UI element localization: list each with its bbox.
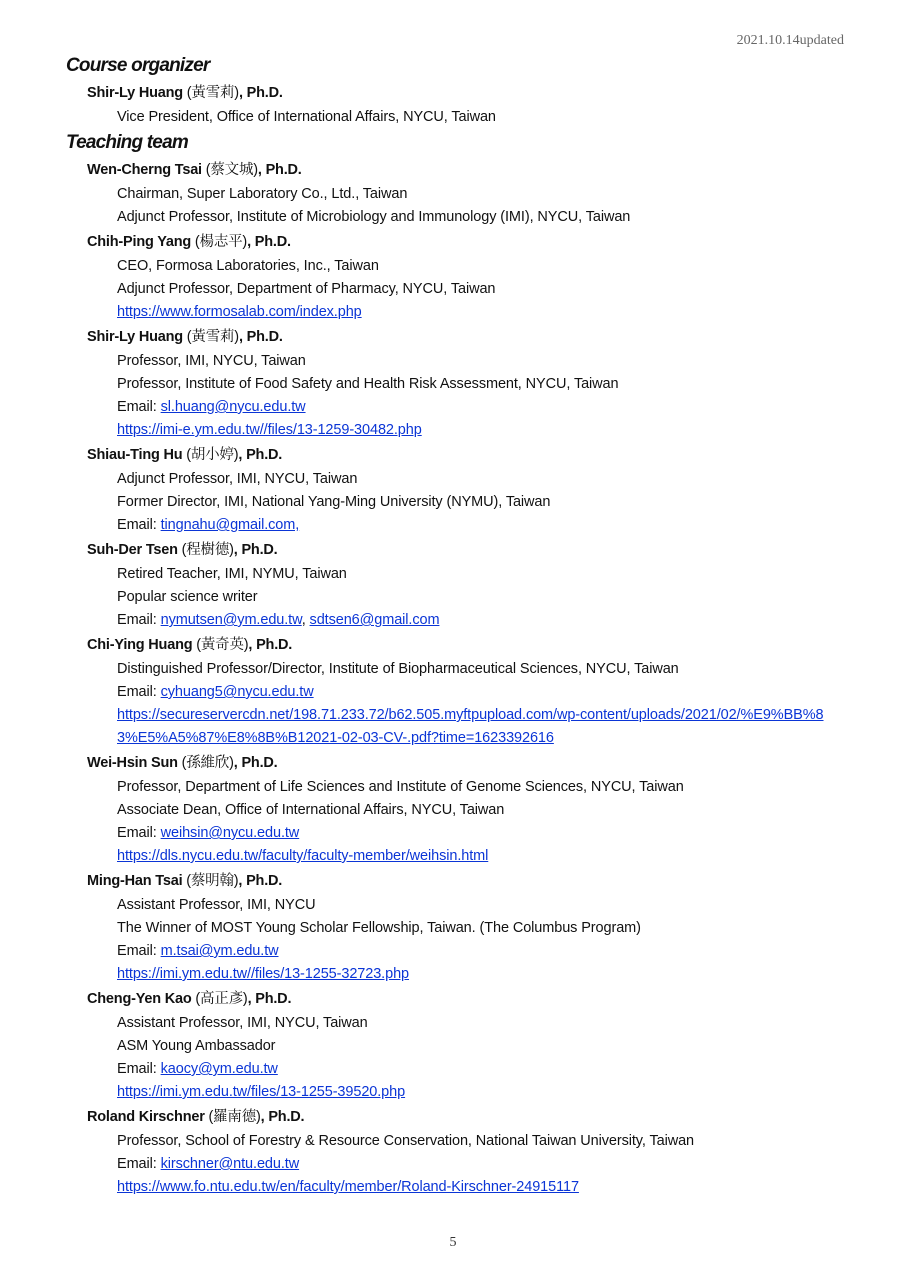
person-name-cn: (程樹德) [181, 542, 234, 558]
person-entry [66, 229, 866, 324]
section-heading-teaching-team: Teaching team [66, 132, 188, 153]
email-line [117, 1153, 866, 1176]
section-heading-course-organizer: Course organizer [66, 55, 210, 76]
affiliation-line: Popular science writer [117, 589, 258, 605]
person-degree: , Ph.D. [238, 873, 283, 889]
profile-link[interactable]: https://imi.ym.edu.tw/files/13-1255-39520.php [117, 1084, 406, 1100]
person-name-en: Shir-Ly Huang [87, 85, 187, 101]
person-name [87, 632, 866, 658]
person-entry [66, 750, 866, 868]
profile-link[interactable]: https://imi-e.ym.edu.tw//files/13-1259-30482.php [117, 422, 422, 438]
email-label: Email: [117, 517, 161, 533]
affiliation-line: ASM Young Ambassador [117, 1038, 276, 1054]
email-link[interactable]: sdtsen6@gmail.com [309, 612, 440, 628]
person-degree: , Ph.D. [260, 1109, 305, 1125]
person-degree: , Ph.D. [247, 991, 292, 1007]
updated-date: 2021.10.14updated [736, 33, 844, 48]
person-degree: , Ph.D. [248, 637, 293, 653]
affiliation-line: Retired Teacher, IMI, NYMU, Taiwan [117, 566, 347, 582]
person-degree: , Ph.D. [233, 755, 278, 771]
email-line [117, 822, 866, 845]
person-entry [66, 1104, 866, 1199]
url-line [117, 1176, 866, 1199]
email-link[interactable]: cyhuang5@nycu.edu.tw [160, 684, 314, 700]
person-name-en: Shir-Ly Huang [87, 329, 187, 345]
affiliation-line: The Winner of MOST Young Scholar Fellowship, Taiwan. (The Columbus Program) [117, 920, 641, 936]
person-name-en: Wen-Cherng Tsai [87, 162, 206, 178]
email-link[interactable]: sl.huang@nycu.edu.tw [160, 399, 306, 415]
affiliation-line: Assistant Professor, IMI, NYCU [117, 897, 316, 913]
profile-link[interactable]: https://dls.nycu.edu.tw/faculty/faculty-member/weihsin.html [117, 848, 489, 864]
person-name-cn: (蔡明翰) [186, 873, 239, 889]
person-name-en: Chih-Ping Yang [87, 234, 195, 250]
email-line [117, 681, 866, 704]
email-line [117, 396, 866, 419]
affiliation-line: Adjunct Professor, Institute of Microbiology and Immunology (IMI), NYCU, Taiwan [117, 209, 631, 225]
affiliation-line: Chairman, Super Laboratory Co., Ltd., Taiwan [117, 186, 408, 202]
email-link[interactable]: kaocy@ym.edu.tw [160, 1061, 278, 1077]
affiliation-line: Adjunct Professor, IMI, NYCU, Taiwan [117, 471, 358, 487]
affiliation-line: Former Director, IMI, National Yang-Ming University (NYMU), Taiwan [117, 494, 551, 510]
person-name [87, 442, 866, 468]
email-link[interactable]: weihsin@nycu.edu.tw [160, 825, 300, 841]
email-line [117, 1058, 866, 1081]
email-line [117, 940, 866, 963]
profile-link[interactable]: https://imi.ym.edu.tw//files/13-1255-32723.php [117, 966, 410, 982]
person-degree: , Ph.D. [247, 234, 291, 250]
url-line [117, 704, 837, 750]
affiliation-line: Adjunct Professor, Department of Pharmacy, NYCU, Taiwan [117, 281, 496, 297]
affiliation-line: Associate Dean, Office of International Affairs, NYCU, Taiwan [117, 802, 505, 818]
url-line [117, 963, 866, 986]
person-name-cn: (蔡文城) [205, 162, 258, 178]
person-entry [66, 324, 866, 442]
person-name-en: Roland Kirschner [87, 1109, 209, 1125]
page-number: 5 [449, 1235, 457, 1250]
email-link[interactable]: m.tsai@ym.edu.tw [160, 943, 279, 959]
url-line [117, 301, 866, 324]
teaching-team-list [66, 157, 866, 1199]
affiliation-line: Vice President, Office of International Affairs, NYCU, Taiwan [117, 109, 496, 125]
person-entry [66, 868, 866, 986]
affiliation-line: Professor, IMI, NYCU, Taiwan [117, 353, 306, 369]
person-name-en: Suh-Der Tsen [87, 542, 182, 558]
person-name [87, 750, 866, 776]
person-entry [66, 632, 866, 750]
affiliation-line: Professor, Department of Life Sciences and Institute of Genome Sciences, NYCU, Taiwan [117, 779, 684, 795]
person-entry [66, 442, 866, 537]
profile-link[interactable]: https://www.formosalab.com/index.php [117, 304, 362, 320]
email-label: Email: [117, 399, 161, 415]
email-label: Email: [117, 684, 161, 700]
person-name-cn: (高正彥) [195, 991, 248, 1007]
person-name [87, 229, 866, 255]
person-entry [66, 80, 866, 129]
person-name [87, 80, 866, 106]
person-degree: , Ph.D. [233, 542, 278, 558]
organizer-block [66, 80, 866, 129]
affiliation-line: Professor, Institute of Food Safety and Health Risk Assessment, NYCU, Taiwan [117, 376, 619, 392]
person-entry [66, 157, 866, 229]
person-degree: , Ph.D. [238, 85, 283, 101]
email-link[interactable]: tingnahu@gmail.com, [160, 517, 300, 533]
person-name-cn: (孫維欣) [181, 755, 234, 771]
person-name-cn: (黃雪莉) [186, 85, 239, 101]
person-name-cn: (羅南德) [208, 1109, 261, 1125]
person-degree: , Ph.D. [257, 162, 302, 178]
person-name-en: Ming-Han Tsai [87, 873, 187, 889]
person-name [87, 324, 866, 350]
person-name-cn: (黃奇英) [196, 637, 249, 653]
affiliation-line: Professor, School of Forestry & Resource Conservation, National Taiwan University, Taiwan [117, 1133, 695, 1149]
person-name [87, 1104, 866, 1130]
affiliation-line: CEO, Formosa Laboratories, Inc., Taiwan [117, 258, 379, 274]
email-link[interactable]: nymutsen@ym.edu.tw [160, 612, 302, 628]
person-name-cn: (楊志平) [194, 234, 248, 250]
person-name-cn: (胡小婷) [186, 447, 239, 463]
person-degree: , Ph.D. [238, 329, 283, 345]
person-name-en: Wei-Hsin Sun [87, 755, 182, 771]
person-entry [66, 986, 866, 1104]
person-name [87, 157, 866, 183]
email-line [117, 514, 866, 537]
url-line [117, 419, 866, 442]
email-link[interactable]: kirschner@ntu.edu.tw [160, 1156, 300, 1172]
email-label: Email: [117, 1156, 161, 1172]
profile-link[interactable]: https://secureservercdn.net/198.71.233.72/b62.505.myftpupload.com/wp-content/uploads/2021/02/%E9%BB%83%E5%A5%87%E8%8B%B12021-02-03-CV-.pdf?time=1623392616 [117, 707, 824, 746]
email-label: Email: [117, 825, 161, 841]
url-line [117, 845, 866, 868]
url-line [117, 1081, 866, 1104]
person-name [87, 986, 866, 1012]
person-name-en: Chi-Ying Huang [87, 637, 197, 653]
affiliation-line: Distinguished Professor/Director, Institute of Biopharmaceutical Sciences, NYCU, Taiwan [117, 661, 679, 677]
person-degree: , Ph.D. [238, 447, 283, 463]
person-name [87, 537, 866, 563]
document-body [66, 52, 866, 1199]
email-label: Email: [117, 943, 161, 959]
person-name [87, 868, 866, 894]
email-separator: , [301, 612, 310, 628]
person-name-en: Cheng-Yen Kao [87, 991, 196, 1007]
person-name-en: Shiau-Ting Hu [87, 447, 187, 463]
person-entry [66, 537, 866, 632]
affiliation-line: Assistant Professor, IMI, NYCU, Taiwan [117, 1015, 368, 1031]
person-name-cn: (黃雪莉) [186, 329, 239, 345]
email-line [117, 609, 866, 632]
profile-link[interactable]: https://www.fo.ntu.edu.tw/en/faculty/member/Roland-Kirschner-24915117 [117, 1179, 579, 1195]
email-label: Email: [117, 1061, 161, 1077]
email-label: Email: [117, 612, 161, 628]
